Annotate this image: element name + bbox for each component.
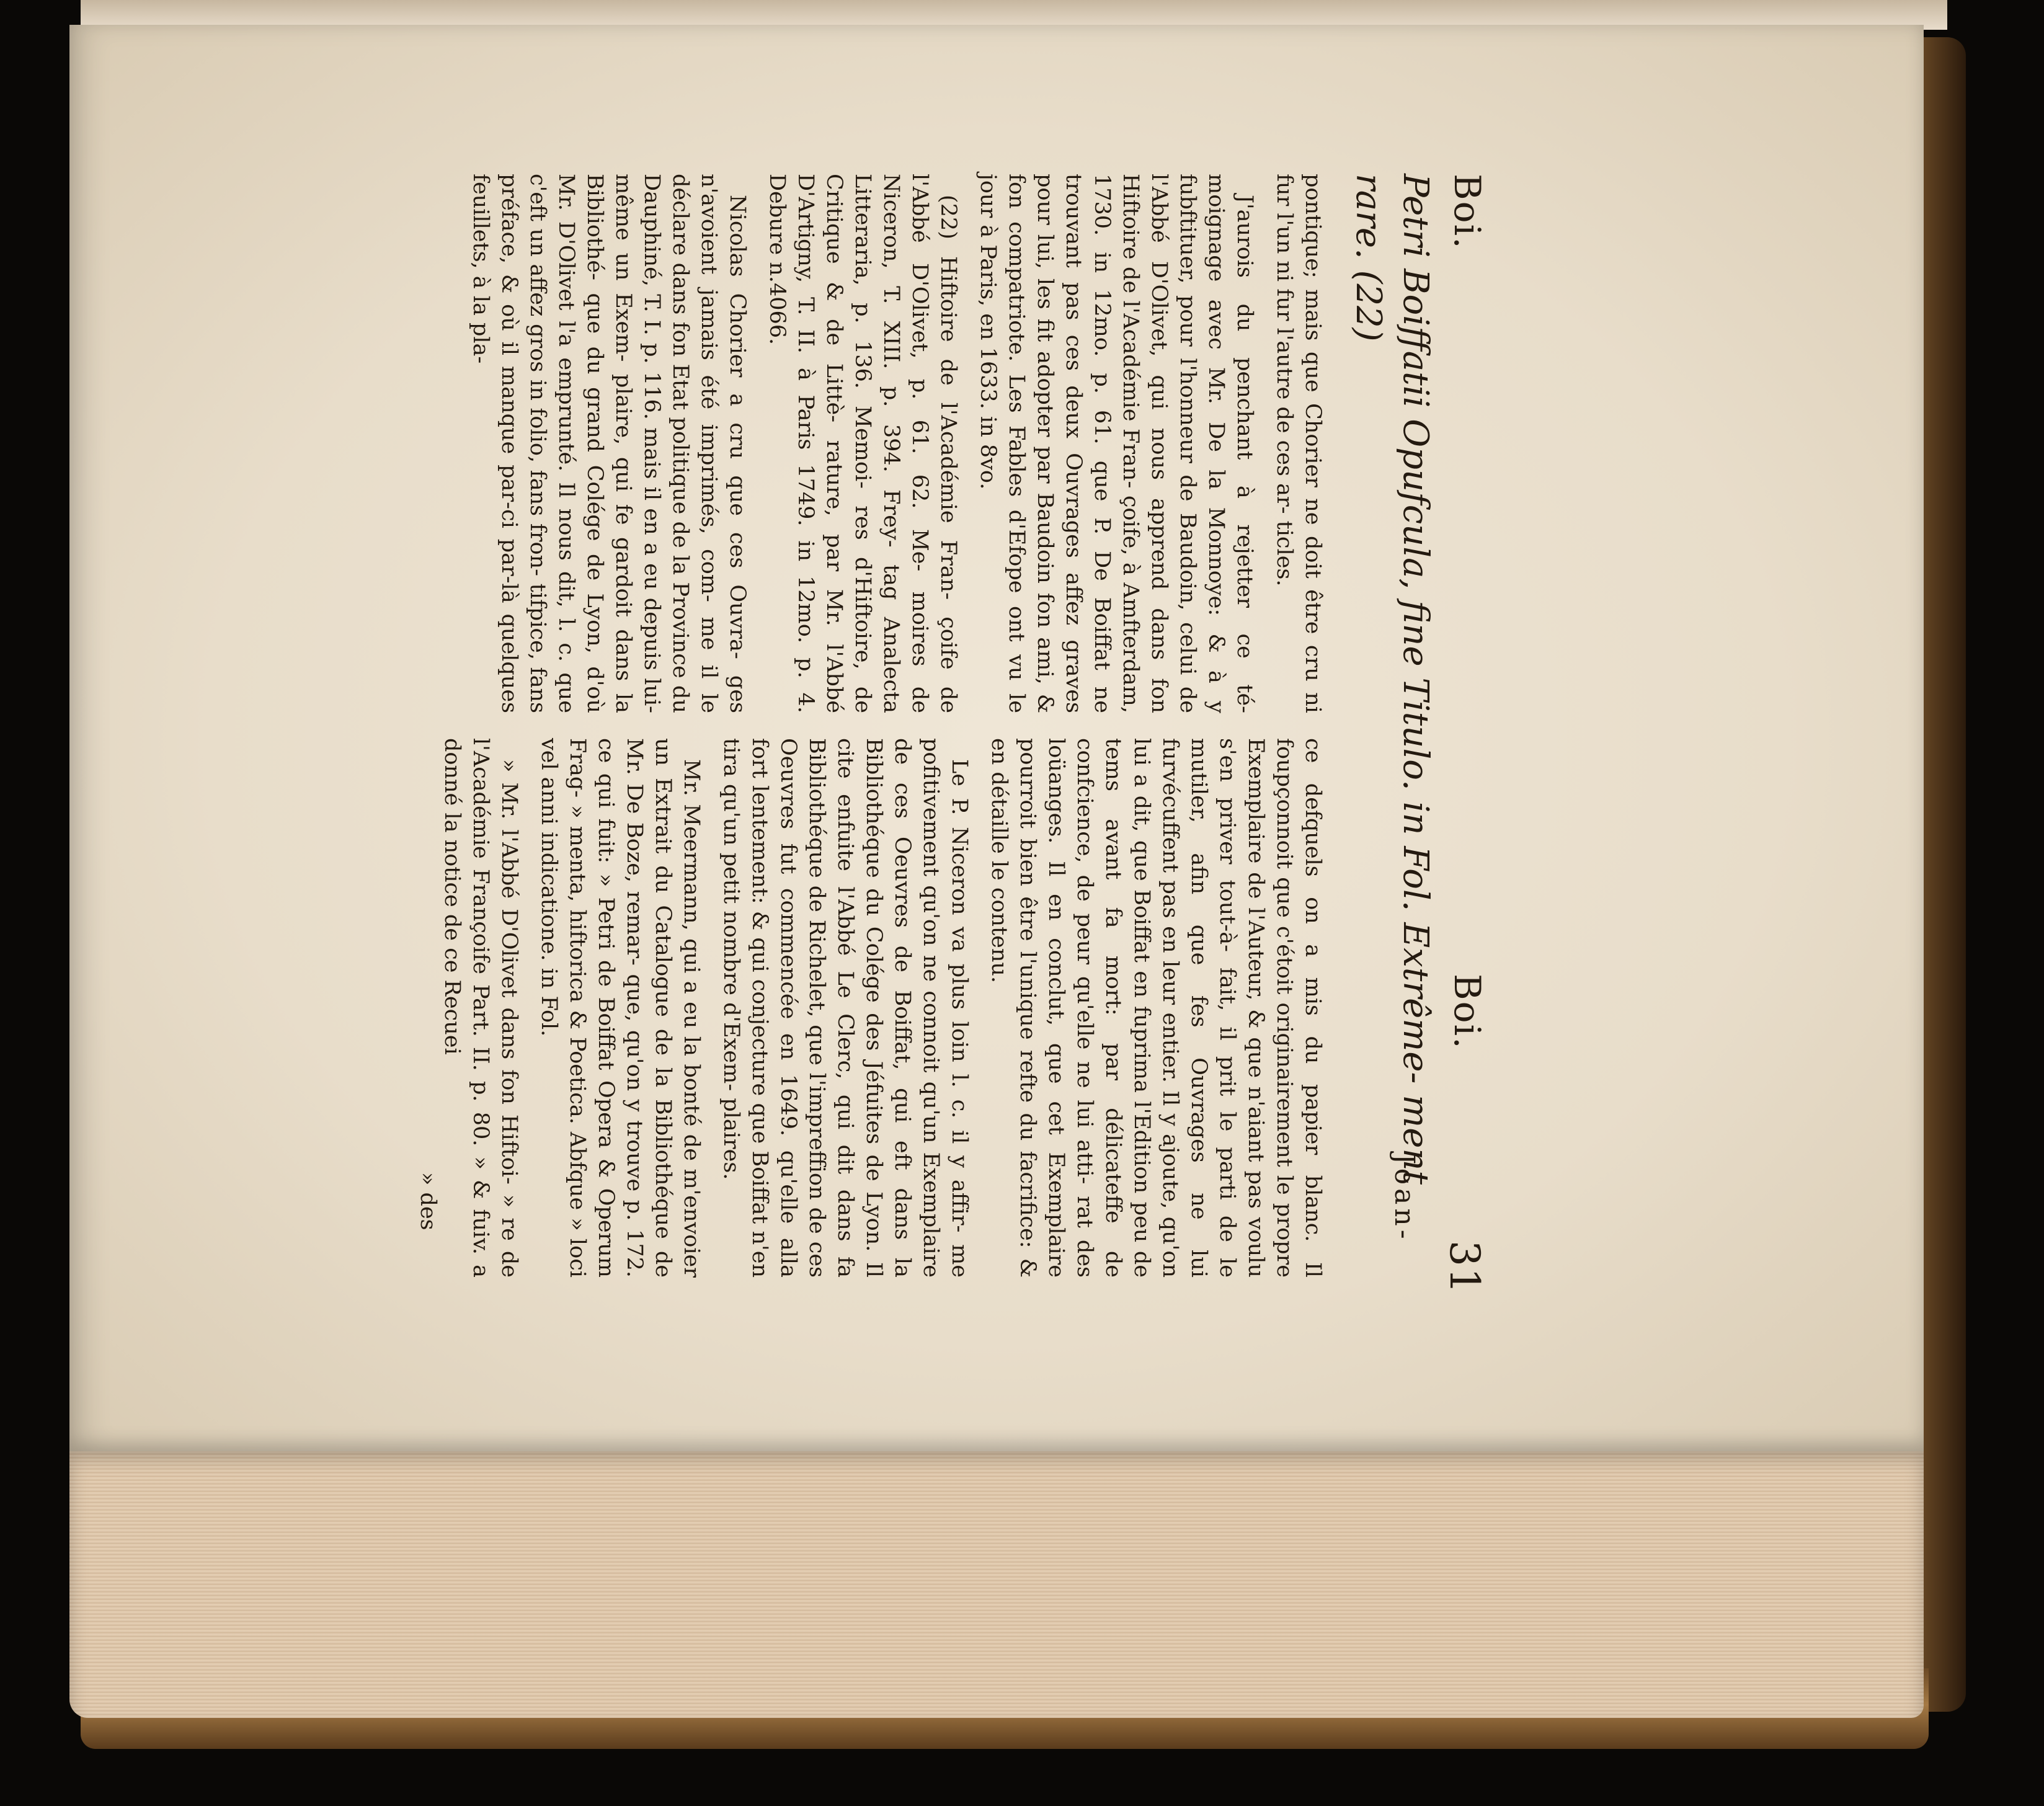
paragraph: Le P. Niceron va plus loin l. c. il y affir- me pofitivement qu'on ne connoit qu'un Exemplaire de ces Oeuvres de Boiffat, qui eft dans la Bibliothéque du Colége des Jéfuites de Lyon. Il cite enfuite l'Abbé Le Clerc, qui dit dans fa Bibliothéque de Richelet, que l'impreffion de ces Oeuvres fut commencée en 1649. qu'elle alla fort lentement: & qui conjecture que Boiffat n'en tira qu'un petit nombre d'Exem- plaires. [719,738,972,1278]
page-number: 31 [1441,1240,1488,1295]
page-fore-edge [69,1445,1924,1718]
column-left [455,174,1327,713]
column-right [427,738,1327,1278]
paragraph: Mr. Meermann, qui a eu la bonté de m'envoier un Extrait du Catalogue de la Bibliothéque de Mr. De Boze, remar- que, qu'on y trouve p. 172. ce qui fuit: » Petri de Boiffat Opera & Operum Frag- » menta, hiftorica & Poetica. Abfque » loci vel anni indicatione. in Fol. [536,738,704,1278]
text-block [415,149,1513,1295]
footnote-paragraph: (22) Hiftoire de l'Académie Fran- çoife de l'Abbé D'Olivet, p. 61. 62. Me- moires de Niceron, T. XIII. p. 394. Frey- tag Analecta Litteraria, p. 136. Memoi- res d'Hiftoire, de Critique & de Littè- rature, par Mr. l'Abbé D'Artigny, T. II. à Paris 1749. in 12mo. p. 4. Debure n.4066. [765,174,961,713]
running-head-left: Boi. [1446,174,1488,250]
paragraph: J'aurois du penchant à rejetter ce té- moignage avec Mr. De la Monnoye: & à y fubftituer, pour l'honneur de Baudoin, celui de l'Abbé D'Olivet, qui nous apprend dans fon Hiftoire de l'Académie Fran- çoife, à Amfterdam, 1730. in 12mo. p. 61. que P. De Boiffat ne trouvant pas ces deux Ouvrages affez graves pour lui, les fit adopter par Baudoin fon ami, & fon compatriote. Les Fables d'Efope ont vu le jour à Paris, en 1633. in 8vo. [975,174,1257,713]
paragraph: pontique; mais que Chorier ne doit être cru ni fur l'un ni fur l'autre de ces ar- ticles. [1272,174,1325,713]
paragraph: » Mr. l'Abbé D'Olivet dans fon Hiftoi- » re de l'Académie Françoife Part. II. p. 80. » & fuiv. a donné la notice de ce Recuei [440,738,522,1278]
running-head-center: Boi. [1446,974,1488,1050]
paragraph: Nicolas Chorier a cru que ces Ouvra- ges n'avoient jamais été imprimés, com- me il le déclare dans fon Etat politique de la Province du Dauphiné, T. I. p. 116. mais il en a eu depuis lui-même un Exem- plaire, qui fe gardoit dans la Bibliothé- que du grand Colége de Lyon, d'où Mr. D'Olivet l'a emprunté. Il nous dit, l. c. que c'eft un affez gros in folio, fans fron- tifpice, fans préface, & où il manque par-ci par-là quelques feuillets, à la pla- [468,174,750,713]
catchword-top: Joan- [1389,1154,1420,1243]
entry-title: Petri Boiffatii Opufcula, fine Titulo. in Fol. Extrême- ment rare. (22) [1348,174,1436,1185]
catchword-bottom: » des [415,1172,440,1230]
paragraph: ce defquels on a mis du papier blanc. Il foupçonnoit que c'étoit originairement le propre Exemplaire de l'Auteur, & que n'aiant pas voulu s'en priver tout-à- fait, il prit le parti de le mutiler, afin que fes Ouvrages ne lui furvécuffent pas en leur entier. Il y ajoute, qu'on lui a dit, que Boiffat en fuprima l'Edition peu de tems avant fa mort: par délicateffe de confcience, de peur qu'elle ne lui atti- rat des loüanges. Il en conclut, que cet Exemplaire pourroit bien être l'unique refte du facrifice: & en détaille le contenu. [987,738,1325,1278]
text-block-rotated [415,149,1513,1295]
